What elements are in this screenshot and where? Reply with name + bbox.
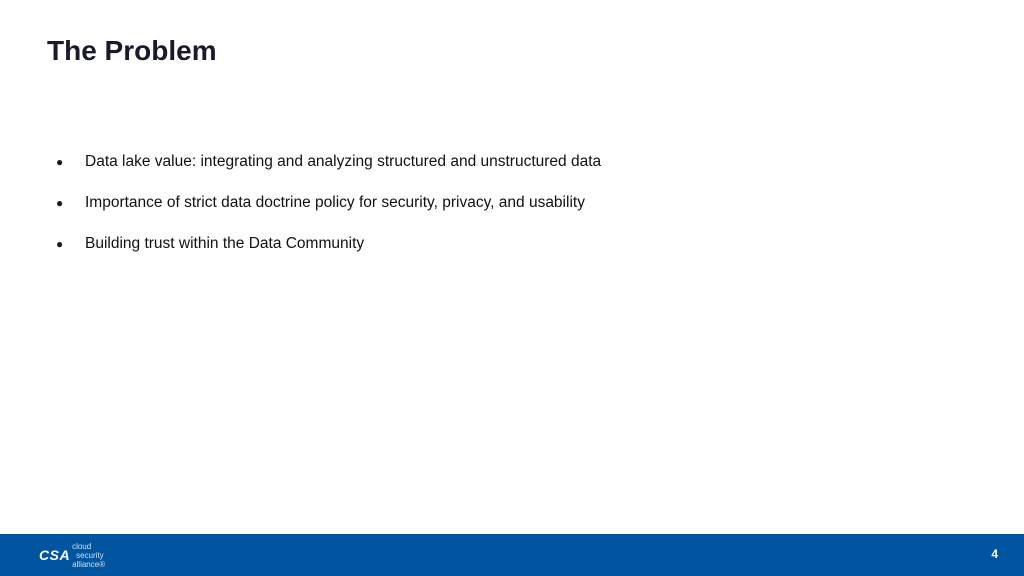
logo-mark: CSA [39,547,71,563]
logo-line-alliance: alliance® [72,559,106,569]
bullet-icon: ● [56,237,64,251]
list-item [56,190,601,231]
bullet-icon: ● [56,196,64,210]
bullet-text: Data lake value: integrating and analyzing structured and unstructured data [85,153,602,170]
bullet-icon: ● [56,155,64,169]
bullet-text: Building trust within the Data Community [85,235,365,252]
bullet-text: Importance of strict data doctrine policy for security, privacy, and usability [85,194,585,211]
page-number: 4 [991,547,998,561]
list-item [56,149,601,190]
logo-wordmark [72,542,105,569]
footer-bar [0,534,1024,576]
list-item [56,231,601,272]
slide-title: The Problem [47,35,217,66]
csa-logo [39,541,105,569]
bullet-list [56,149,601,272]
logo-line-cloud: cloud [72,541,92,551]
logo-line-security: security [76,550,104,560]
